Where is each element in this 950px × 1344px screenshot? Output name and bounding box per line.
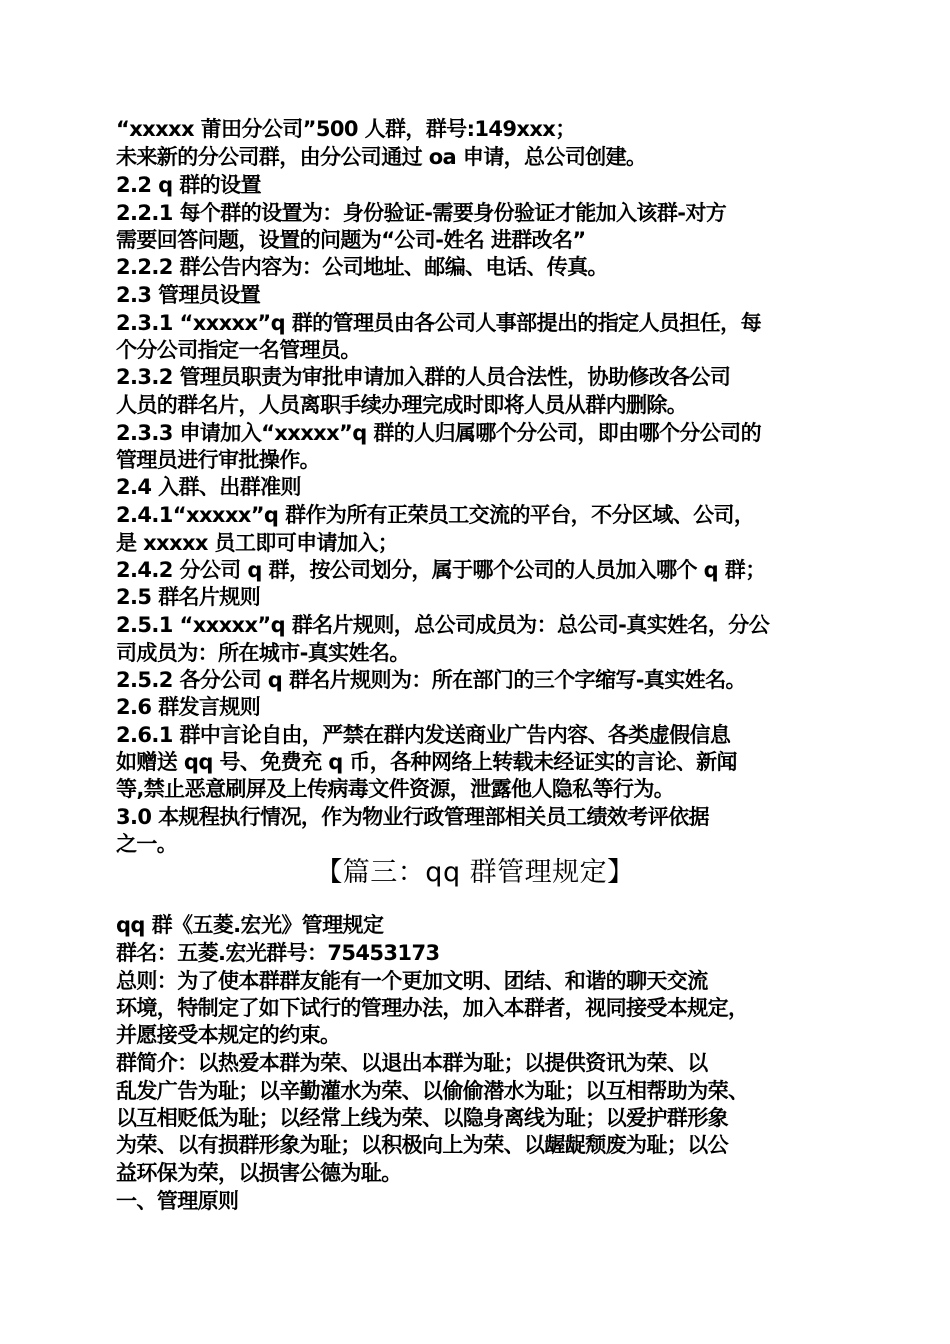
text-line: qq 群《五菱.宏光》管理规定 [116,913,384,937]
section-heading: 2.5 群名片规则 [116,585,261,609]
text-line: 2.5.1 “xxxxx”q 群名片规则，总公司成员为：总公司-真实姓名，分公 [116,613,770,637]
text-line: 环境，特制定了如下试行的管理办法，加入本群者，视同接受本规定， [116,996,749,1020]
text-line: 益环保为荣，以损害公德为耻。 [116,1161,402,1185]
text-line: 群名：五菱.宏光群号：75453173 [116,941,440,965]
text-line: 如赠送 qq 号、免费充 q 币，各种网络上转载未经证实的言论、新闻 [116,750,737,774]
text-line: 之一。 [116,832,178,856]
section-heading: 2.3 管理员设置 [116,283,261,307]
text-line: 以互相贬低为耻；以经常上线为荣、以隐身离线为耻；以爱护群形象 [116,1106,728,1130]
text-line: 乱发广告为耻；以辛勤灌水为荣、以偷偷潜水为耻；以互相帮助为荣、 [116,1079,749,1103]
text-line: 并愿接受本规定的约束。 [116,1023,341,1047]
section-heading: 一、管理原则 [116,1189,239,1213]
text-line: 个分公司指定一名管理员。 [116,338,361,362]
text-line: 2.5.2 各分公司 q 群名片规则为：所在部门的三个字缩写-真实姓名。 [116,668,746,692]
text-line: 人员的群名片，人员离职手续办理完成时即将人员从群内删除。 [116,393,688,417]
text-line: 2.4.1“xxxxx”q 群作为所有正荣员工交流的平台，不分区域、公司， [116,503,755,527]
text-line: 管理员进行审批操作。 [116,448,320,472]
text-line: 2.2.2 群公告内容为：公司地址、邮编、电话、传真。 [116,255,608,279]
section-heading: 2.6 群发言规则 [116,695,261,719]
text-line: 2.4.2 分公司 q 群，按公司划分，属于哪个公司的人员加入哪个 q 群； [116,558,766,582]
text-line: “xxxxx 莆田分公司”500 人群，群号:149xxx； [116,117,576,141]
text-line: 等,禁止恶意刷屏及上传病毒文件资源，泄露他人隐私等行为。 [116,777,675,801]
text-line: 未来新的分公司群，由分公司通过 oa 申请，总公司创建。 [116,145,647,169]
section-heading: 2.2 q 群的设置 [116,173,261,197]
text-line: 2.2.1 每个群的设置为：身份验证-需要身份验证才能加入该群-对方 [116,201,727,225]
text-line: 3.0 本规程执行情况，作为物业行政管理部相关员工绩效考评依据 [116,805,709,829]
text-line: 2.3.2 管理员职责为审批申请加入群的人员合法性，协助修改各公司 [116,365,731,389]
text-line: 司成员为：所在城市-真实姓名。 [116,641,410,665]
text-line: 2.3.3 申请加入“xxxxx”q 群的人归属哪个分公司，即由哪个分公司的 [116,421,761,445]
text-line: 群简介：以热爱本群为荣、以退出本群为耻；以提供资讯为荣、以 [116,1051,708,1075]
text-line: 总则：为了使本群群友能有一个更加文明、团结、和谐的聊天交流 [116,969,708,993]
text-line: 2.6.1 群中言论自由，严禁在群内发送商业广告内容、各类虚假信息 [116,723,731,747]
text-line: 为荣、以有损群形象为耻；以积极向上为荣、以龌龊颓废为耻；以公 [116,1133,728,1157]
chapter-heading: 【篇三：qq 群管理规定】 [315,857,635,888]
text-line: 是 xxxxx 员工即可申请加入； [116,531,399,555]
text-line: 需要回答问题，设置的问题为“公司-姓名 进群改名” [116,228,586,252]
section-heading: 2.4 入群、出群准则 [116,475,301,499]
text-line: 2.3.1 “xxxxx”q 群的管理员由各公司人事部提出的指定人员担任，每 [116,311,761,335]
